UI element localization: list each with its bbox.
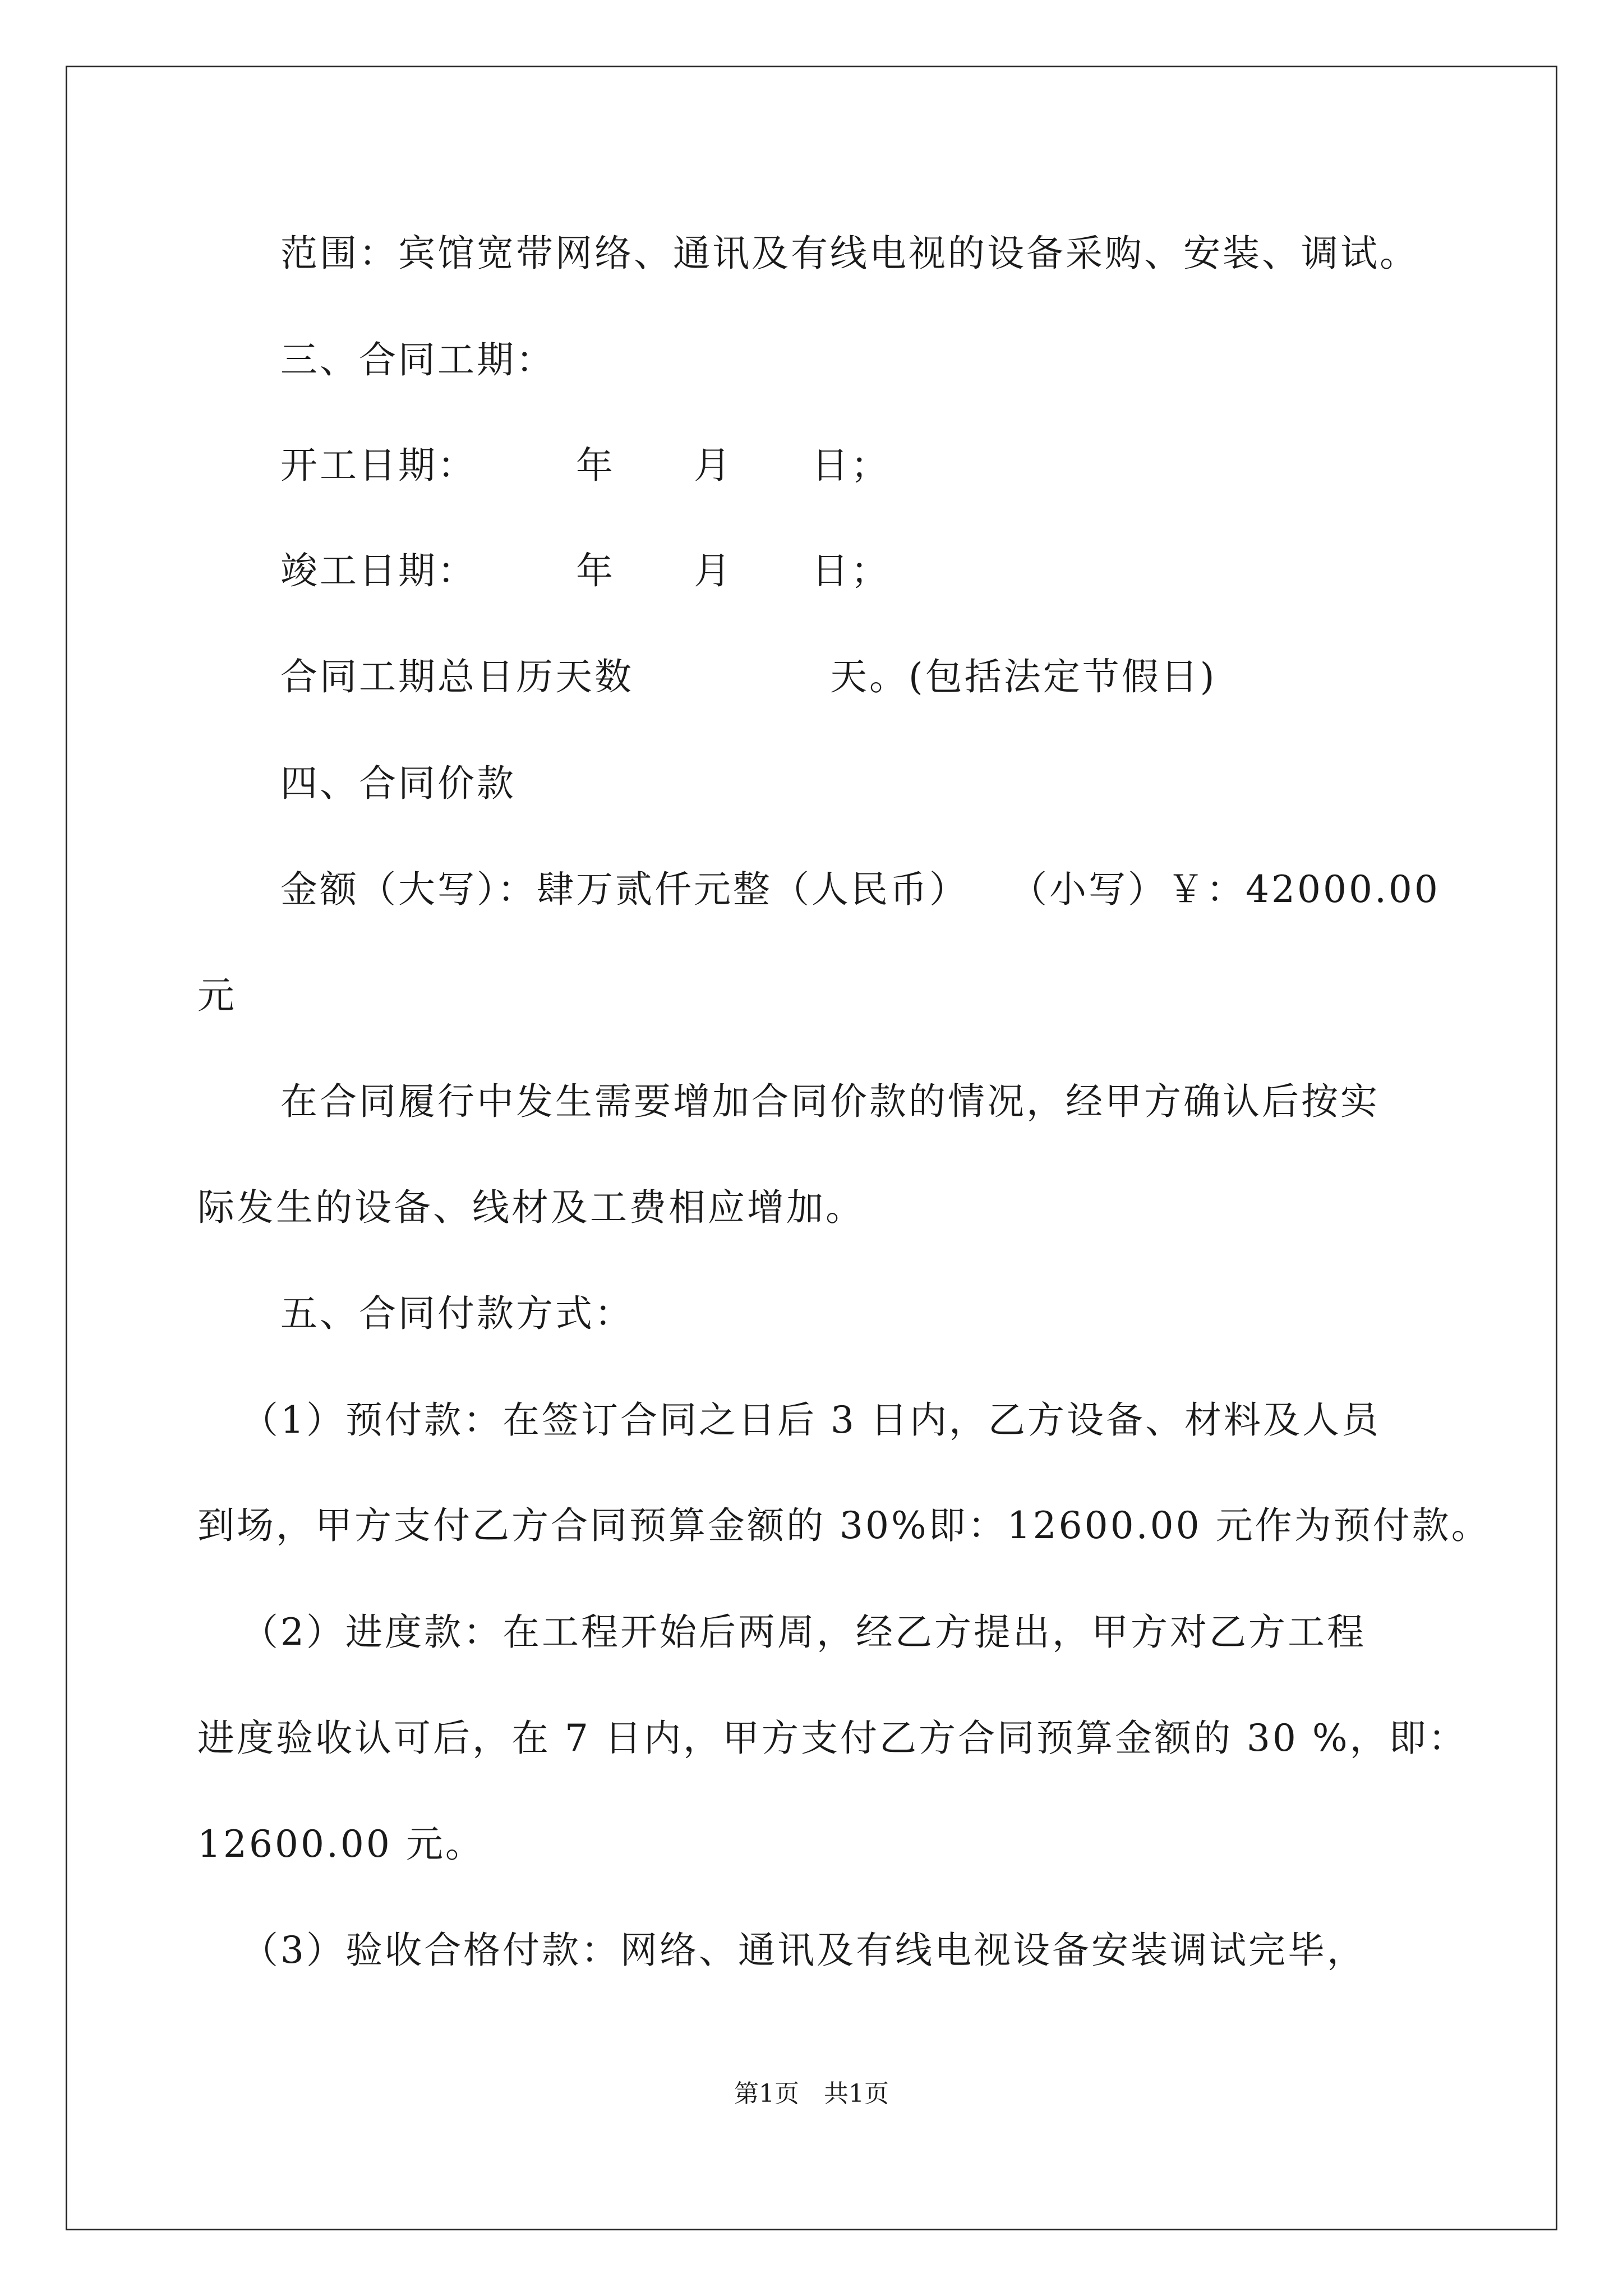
section-heading: 四、合同价款	[280, 762, 516, 805]
text-line: 在合同履行中发生需要增加合同价款的情况，经甲方确认后按实	[280, 1080, 1380, 1123]
page-footer	[0, 2078, 1623, 2110]
text-line: 范围：宾馆宽带网络、通讯及有线电视的设备采购、安装、调试。	[280, 232, 1419, 275]
text-line: 到场，甲方支付乙方合同预算金额的 30%即：12600.00 元作为预付款。	[197, 1504, 1491, 1547]
text-line: 际发生的设备、线材及工费相应增加。	[197, 1186, 865, 1229]
text-line: 金额（大写）：肆万贰仟元整（人民币） （小写）￥：42000.00	[280, 868, 1440, 911]
text-line: 开工日期： 年 月 日；	[280, 444, 890, 487]
section-heading: 五、合同付款方式：	[280, 1292, 634, 1335]
text-line: 竣工日期： 年 月 日；	[280, 549, 890, 592]
text-line: 合同工期总日历天数 天。(包括法定节假日)	[280, 655, 1217, 698]
section-heading: 三、合同工期：	[280, 338, 555, 381]
text-line: （3）验收合格付款：网络、通讯及有线电视设备安装调试完毕，	[241, 1929, 1366, 1972]
page-total: 共1页	[824, 2079, 889, 2108]
text-line: 元	[197, 974, 237, 1017]
text-line: 12600.00 元。	[197, 1823, 485, 1866]
text-line: （2）进度款：在工程开始后两周，经乙方提出，甲方对乙方工程	[241, 1611, 1366, 1654]
page-number: 第1页	[734, 2079, 799, 2108]
page-border	[66, 66, 1557, 2230]
text-line: （1）预付款：在签订合同之日后 3 日内，乙方设备、材料及人员	[241, 1398, 1381, 1442]
text-line: 进度验收认可后，在 7 日内，甲方支付乙方合同预算金额的 30 %，即：	[197, 1717, 1468, 1760]
